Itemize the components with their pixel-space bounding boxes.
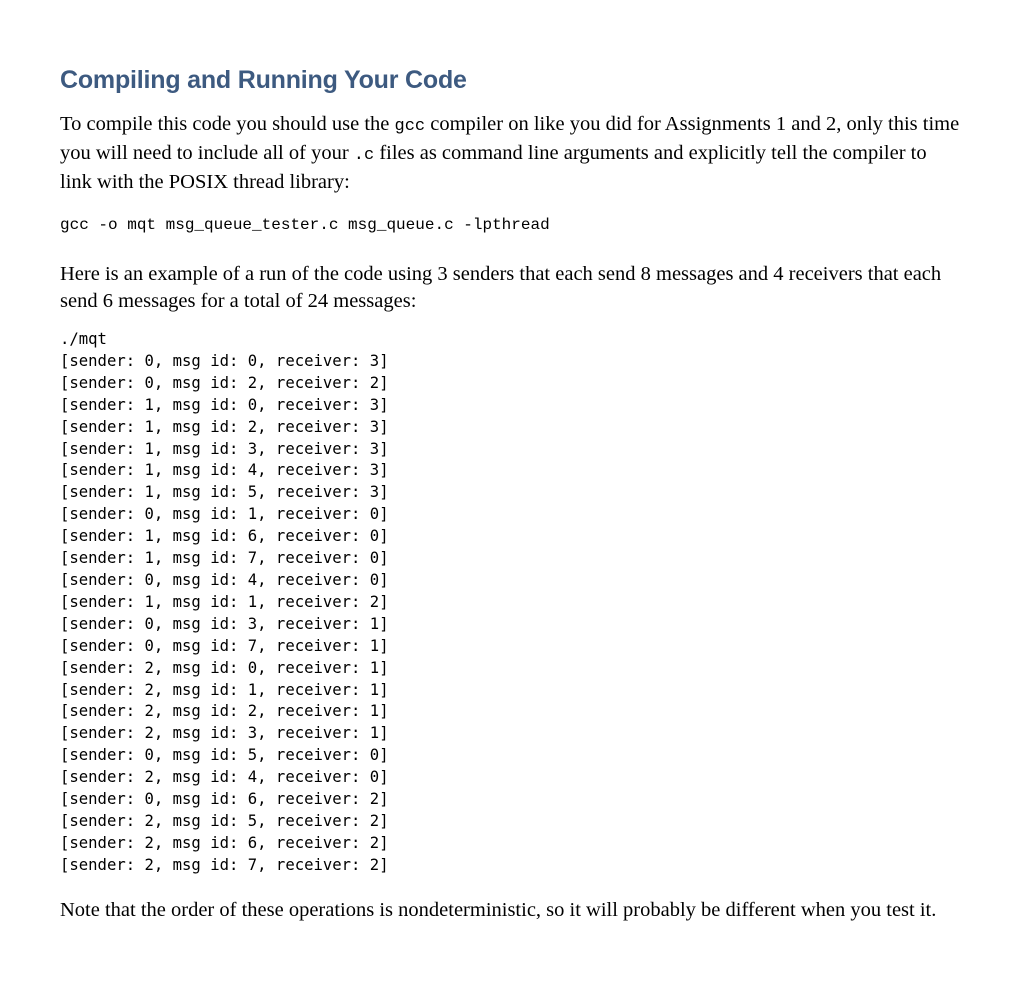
output-line: [sender: 2, msg id: 5, receiver: 2] [60, 811, 389, 830]
output-line: [sender: 1, msg id: 2, receiver: 3] [60, 417, 389, 436]
output-line: [sender: 0, msg id: 6, receiver: 2] [60, 790, 389, 809]
document-page [60, 66, 960, 924]
output-line: [sender: 0, msg id: 3, receiver: 1] [60, 614, 389, 633]
intro-text-2: compiler on like you did for Assignments 1 and 2, only this time you will need to include all of your [60, 113, 960, 164]
output-line: [sender: 1, msg id: 5, receiver: 3] [60, 483, 389, 502]
output-line: [sender: 1, msg id: 6, receiver: 0] [60, 527, 389, 546]
inline-code-c-ext: .c [353, 146, 375, 165]
output-line: [sender: 1, msg id: 3, receiver: 3] [60, 439, 389, 458]
output-line: [sender: 0, msg id: 0, receiver: 3] [60, 351, 389, 370]
output-line: [sender: 0, msg id: 7, receiver: 1] [60, 636, 389, 655]
section-heading: Compiling and Running Your Code [60, 66, 467, 94]
output-line: [sender: 2, msg id: 1, receiver: 1] [60, 680, 389, 699]
intro-text-1: To compile this code you should use the [60, 113, 395, 135]
intro-paragraph [60, 111, 960, 196]
output-line: [sender: 2, msg id: 2, receiver: 1] [60, 702, 389, 721]
output-line: [sender: 0, msg id: 1, receiver: 0] [60, 505, 389, 524]
run-command: ./mqt [60, 330, 107, 348]
output-line: [sender: 2, msg id: 6, receiver: 2] [60, 833, 389, 852]
output-line: [sender: 0, msg id: 4, receiver: 0] [60, 570, 389, 589]
output-lines [60, 351, 960, 877]
inline-code-gcc: gcc [394, 117, 426, 136]
output-line: [sender: 2, msg id: 4, receiver: 0] [60, 768, 389, 787]
note-paragraph: Note that the order of these operations is nondeterministic, so it will probably be different when you test it. [60, 898, 937, 921]
output-line: [sender: 0, msg id: 2, receiver: 2] [60, 373, 389, 392]
output-line: [sender: 2, msg id: 0, receiver: 1] [60, 658, 389, 677]
compile-command: gcc -o mqt msg_queue_tester.c msg_queue.c -lpthread [60, 216, 550, 234]
program-output [60, 329, 960, 877]
intro-text-3: files as command line arguments and explicitly tell the compiler to link with the POSIX thread library: [60, 142, 927, 193]
output-line: [sender: 2, msg id: 3, receiver: 1] [60, 724, 389, 743]
output-line: [sender: 2, msg id: 7, receiver: 2] [60, 855, 389, 874]
output-line: [sender: 1, msg id: 4, receiver: 3] [60, 461, 389, 480]
output-line: [sender: 1, msg id: 1, receiver: 2] [60, 592, 389, 611]
output-line: [sender: 1, msg id: 7, receiver: 0] [60, 549, 389, 568]
output-line: [sender: 0, msg id: 5, receiver: 0] [60, 746, 389, 765]
output-line: [sender: 1, msg id: 0, receiver: 3] [60, 395, 389, 414]
example-paragraph: Here is an example of a run of the code using 3 senders that each send 8 messages and 4 receivers that each send 6 messages for a total of 24 messages: [60, 263, 942, 312]
